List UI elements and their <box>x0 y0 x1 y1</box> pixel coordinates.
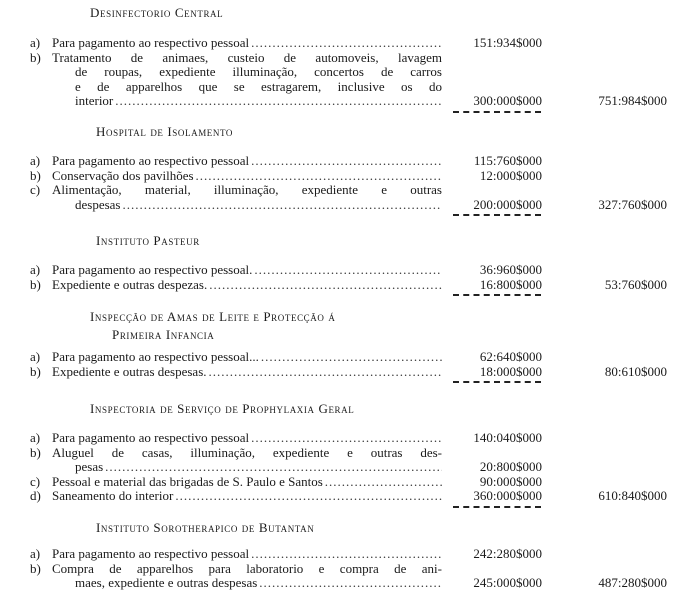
item-letter: a) <box>30 153 41 168</box>
dot-leader <box>251 35 442 50</box>
item-letter: c) <box>30 182 41 197</box>
dot-leader <box>261 349 442 364</box>
item-letter: b) <box>30 560 41 576</box>
item-text: Tratamento de animaes, custeio de automoveis, lavagem <box>52 49 442 65</box>
section-total: 327:760$000 <box>598 196 667 212</box>
item-text: Alimentação, material, illuminação, expediente e outras <box>52 182 442 197</box>
item-text: interior <box>75 93 114 108</box>
item-letter: b) <box>30 276 41 292</box>
section-total: 487:280$000 <box>598 575 667 590</box>
item-letter: c) <box>30 473 41 489</box>
item-text: Expediente e outras despesas. <box>52 363 207 379</box>
item-text: Para pagamento ao respectivo pessoal <box>52 35 250 50</box>
item-text: Aluguel de casas, illuminação, expediente e outras des- <box>52 444 442 460</box>
dot-leader <box>251 153 442 168</box>
item-letter: a) <box>30 430 41 445</box>
item-line <box>30 561 442 576</box>
item-letter: b) <box>30 363 41 379</box>
dot-leader <box>105 459 442 474</box>
section-heading: Inspectoria de Serviço de Prophylaxia Geral <box>90 401 355 416</box>
item-amount: 245:000$000 <box>473 575 542 590</box>
item-text: Expediente e outras despezas. <box>52 276 208 292</box>
item-line <box>30 575 442 590</box>
item-line <box>30 197 442 212</box>
item-text: Para pagamento ao respectivo pessoal <box>52 430 250 445</box>
section-total: 610:840$000 <box>598 488 667 503</box>
item-line <box>30 182 442 197</box>
sum-rule <box>453 506 541 508</box>
item-amount: 300:000$000 <box>473 93 542 108</box>
item-letter: b) <box>30 444 41 460</box>
item-line <box>30 35 442 50</box>
item-text: Para pagamento ao respectivo pessoal <box>52 153 250 168</box>
item-text: Para pagamento ao respectivo pessoal. <box>52 262 253 277</box>
item-amount: 36:960$000 <box>479 262 542 277</box>
dot-leader <box>175 488 442 503</box>
section-heading: Primeira Infancia <box>112 327 215 342</box>
item-line <box>30 93 442 108</box>
item-amount: 12:000$000 <box>479 167 542 183</box>
sum-rule <box>453 111 541 113</box>
item-text: despesas <box>75 196 121 212</box>
item-letter: a) <box>30 546 41 561</box>
item-text: pesas <box>75 459 104 474</box>
dot-leader <box>115 93 442 108</box>
item-letter: d) <box>30 488 41 503</box>
item-line <box>30 262 442 277</box>
item-amount: 151:934$000 <box>473 35 542 50</box>
item-letter: a) <box>30 349 41 364</box>
item-text: Compra de apparelhos para laboratorio e compra de ani- <box>52 560 442 576</box>
item-line <box>30 349 442 364</box>
item-text: Pessoal e material das brigadas de S. Paulo e Santos <box>52 473 323 489</box>
section-total: 751:984$000 <box>598 93 667 108</box>
item-line <box>30 364 442 379</box>
item-amount: 20:800$000 <box>479 459 542 474</box>
item-line <box>30 79 442 94</box>
item-line <box>30 488 442 503</box>
dot-leader <box>196 168 442 183</box>
item-letter: a) <box>30 262 41 277</box>
dot-leader <box>123 197 443 212</box>
item-text: Conservação dos pavilhões <box>52 167 194 183</box>
item-text: Para pagamento ao respectivo pessoal... <box>52 349 259 364</box>
item-text: de roupas, expediente illuminação, concertos de carros <box>75 64 442 79</box>
section-heading: Instituto Pasteur <box>96 233 200 248</box>
dot-leader <box>251 430 442 445</box>
item-line <box>30 153 442 168</box>
item-line <box>30 64 442 79</box>
dot-leader <box>251 546 442 561</box>
dot-leader <box>325 474 442 489</box>
section-heading: Desinfectorio Central <box>90 5 224 20</box>
item-line <box>30 546 442 561</box>
item-line <box>30 445 442 460</box>
item-amount: 62:640$000 <box>479 349 542 364</box>
sum-rule <box>453 294 541 296</box>
item-amount: 16:800$000 <box>479 276 542 292</box>
item-line <box>30 50 442 65</box>
item-amount: 242:280$000 <box>473 546 542 561</box>
section-heading: Inspecção de Amas de Leite e Protecção á <box>90 309 336 324</box>
dot-leader <box>209 364 442 379</box>
item-line <box>30 459 442 474</box>
section-heading: Instituto Sorotherapico de Butantan <box>96 520 315 535</box>
sum-rule <box>453 381 541 383</box>
item-amount: 90:000$000 <box>479 473 542 489</box>
item-line <box>30 430 442 445</box>
item-amount: 18:000$000 <box>479 363 542 379</box>
item-letter: b) <box>30 167 41 183</box>
item-text: Para pagamento ao respectivo pessoal <box>52 546 250 561</box>
dot-leader <box>254 262 442 277</box>
item-text: maes, expediente e outras despesas <box>75 575 258 590</box>
section-total: 80:610$000 <box>604 363 667 379</box>
section-heading: Hospital de Isolamento <box>96 124 234 139</box>
dot-leader <box>259 575 442 590</box>
dot-leader <box>209 277 442 292</box>
item-text: e de apparelhos que se estragarem, inclusive os do <box>75 78 442 94</box>
section-total: 53:760$000 <box>604 276 667 292</box>
item-amount: 115:760$000 <box>473 153 542 168</box>
item-amount: 360:000$000 <box>473 488 542 503</box>
item-letter: a) <box>30 35 41 50</box>
item-line <box>30 168 442 183</box>
sum-rule <box>453 214 541 216</box>
item-letter: b) <box>30 49 41 65</box>
item-line <box>30 474 442 489</box>
item-line <box>30 277 442 292</box>
item-amount: 140:040$000 <box>473 430 542 445</box>
item-amount: 200:000$000 <box>473 196 542 212</box>
item-text: Saneamento do interior <box>52 488 174 503</box>
